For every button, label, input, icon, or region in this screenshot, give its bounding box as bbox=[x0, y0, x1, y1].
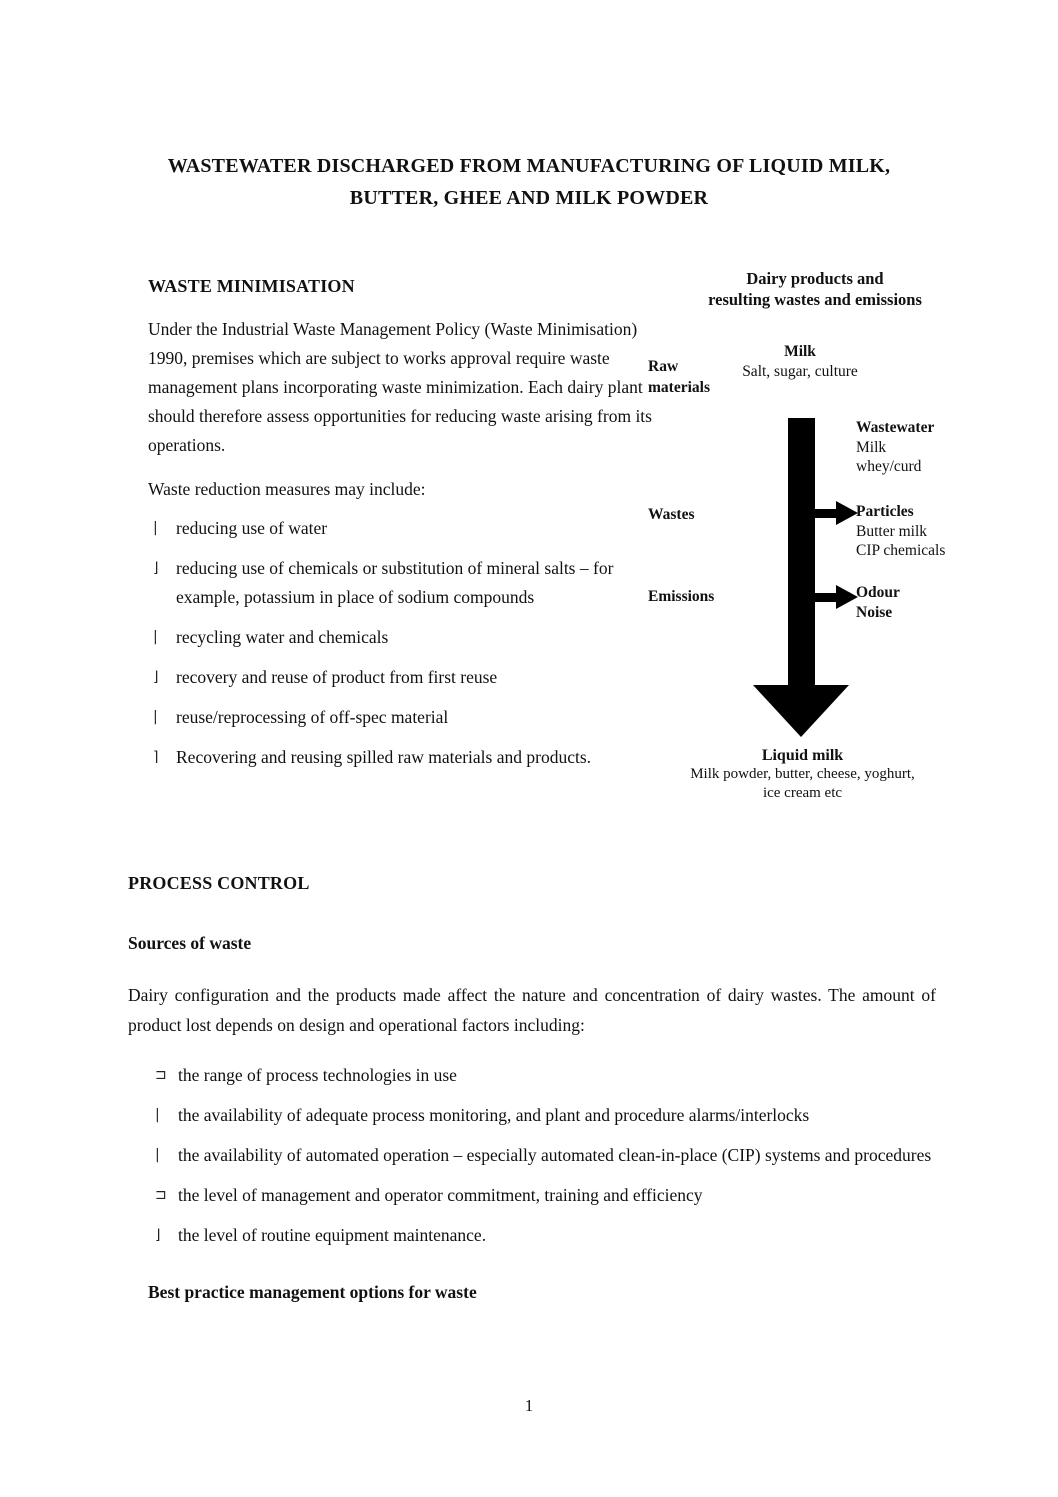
list-item-text: reuse/reprocessing of off-spec material bbox=[176, 707, 449, 727]
output-name: Noise bbox=[856, 603, 893, 621]
process-control-list bbox=[128, 1060, 936, 1250]
list-item-text: the availability of adequate process monitoring, and plant and procedure alarms/interlocks bbox=[178, 1105, 810, 1125]
list-item-text: the range of process technologies in use bbox=[178, 1065, 457, 1085]
list-item bbox=[148, 663, 653, 692]
list-item-text: the level of routine equipment maintenance. bbox=[178, 1225, 487, 1245]
list-item bbox=[148, 703, 653, 732]
diagram-product-liquid-milk bbox=[685, 746, 920, 803]
output-detail: CIP chemicals bbox=[856, 542, 946, 559]
bullet-glyph: ⊐ bbox=[155, 1067, 167, 1083]
list-item bbox=[148, 623, 653, 652]
waste-minimisation-intro: Under the Industrial Waste Management Policy (Waste Minimisation) 1990, premises which are subject to works approval require waste management plans incorporating waste minimization. Each dairy plant should therefore assess opportunities for reducing waste arising from its operations. bbox=[148, 319, 652, 455]
waste-minimisation-section bbox=[148, 272, 653, 783]
list-item bbox=[148, 514, 653, 543]
list-item-text: the level of management and operator commitment, training and efficiency bbox=[178, 1185, 703, 1205]
down-arrow-icon bbox=[788, 418, 815, 686]
bullet-glyph: | bbox=[155, 1107, 160, 1123]
best-practice-heading: Best practice management options for waste bbox=[148, 1282, 477, 1302]
product-name: Liquid milk bbox=[761, 747, 844, 764]
document-title bbox=[0, 150, 1058, 214]
diagram-input-milk bbox=[725, 342, 875, 381]
diagram-output-odour-noise bbox=[856, 583, 976, 622]
output-detail: whey/curd bbox=[856, 458, 922, 475]
list-item bbox=[150, 1140, 936, 1170]
list-item bbox=[150, 1100, 936, 1130]
page-number: 1 bbox=[524, 1396, 534, 1415]
process-control-intro: Dairy configuration and the products made affect the nature and concentration of dairy wastes. The amount of product lost depends on design and operational factors including: bbox=[128, 985, 936, 1035]
input-name: Milk bbox=[784, 343, 816, 360]
bullet-glyph: | bbox=[153, 709, 158, 725]
dairy-flow-diagram bbox=[640, 268, 970, 828]
waste-minimisation-heading: WASTE MINIMISATION bbox=[148, 276, 355, 296]
output-name: Wastewater bbox=[856, 419, 935, 436]
bullet-glyph: ⌋ bbox=[153, 560, 159, 576]
product-details: Milk powder, butter, cheese, yoghurt, ice cream etc bbox=[690, 766, 915, 801]
output-name: Odour bbox=[856, 584, 900, 601]
bullet-glyph: ⌋ bbox=[155, 1227, 161, 1243]
down-arrow-head-icon bbox=[753, 685, 849, 737]
document-title-line2: BUTTER, GHEE AND MILK POWDER bbox=[349, 187, 709, 209]
sources-of-waste-subheading: Sources of waste bbox=[128, 933, 252, 953]
output-detail: Butter milk bbox=[856, 522, 928, 540]
raw-materials-label: Raw materials bbox=[648, 358, 710, 396]
bullet-glyph: ⊐ bbox=[155, 1187, 167, 1203]
list-item-text: recycling water and chemicals bbox=[176, 627, 389, 647]
waste-reduction-list bbox=[148, 514, 653, 772]
bullet-glyph: ⌋ bbox=[153, 669, 159, 685]
list-item bbox=[150, 1220, 936, 1250]
list-item bbox=[150, 1060, 936, 1090]
list-item-text: recovery and reuse of product from first reuse bbox=[176, 667, 498, 687]
bullet-glyph: | bbox=[153, 629, 158, 645]
diagram-output-particles bbox=[856, 502, 976, 561]
list-item-text: Recovering and reusing spilled raw materials and products. bbox=[176, 747, 592, 767]
output-name: Particles bbox=[856, 503, 914, 520]
diagram-output-wastewater bbox=[856, 418, 976, 477]
list-item-text: reducing use of water bbox=[176, 518, 328, 538]
waste-reduction-list-intro: Waste reduction measures may include: bbox=[148, 479, 426, 499]
bullet-glyph: ⌉ bbox=[153, 749, 159, 765]
list-item bbox=[148, 743, 653, 772]
output-detail: Milk bbox=[856, 438, 887, 456]
list-item-text: reducing use of chemicals or substitution of mineral salts – for example, potassium in place of sodium compounds bbox=[176, 558, 614, 607]
document-title-line1: WASTEWATER DISCHARGED FROM MANUFACTURING OF LIQUID MILK, bbox=[167, 155, 891, 177]
diagram-title bbox=[660, 268, 970, 310]
diagram-title-line1: Dairy products and bbox=[746, 269, 884, 288]
input-details: Salt, sugar, culture bbox=[742, 362, 858, 380]
list-item bbox=[150, 1180, 936, 1210]
list-item-text: the availability of automated operation – especially automated clean-in-place (CIP) systems and procedures bbox=[178, 1145, 932, 1165]
process-control-section bbox=[128, 868, 936, 1260]
list-item bbox=[148, 554, 653, 612]
bullet-glyph: | bbox=[155, 1147, 160, 1163]
diagram-title-line2: resulting wastes and emissions bbox=[708, 290, 922, 309]
wastes-label: Wastes bbox=[648, 506, 695, 523]
process-control-heading: PROCESS CONTROL bbox=[128, 873, 310, 893]
bullet-glyph: | bbox=[153, 520, 158, 536]
emissions-label: Emissions bbox=[648, 588, 715, 605]
